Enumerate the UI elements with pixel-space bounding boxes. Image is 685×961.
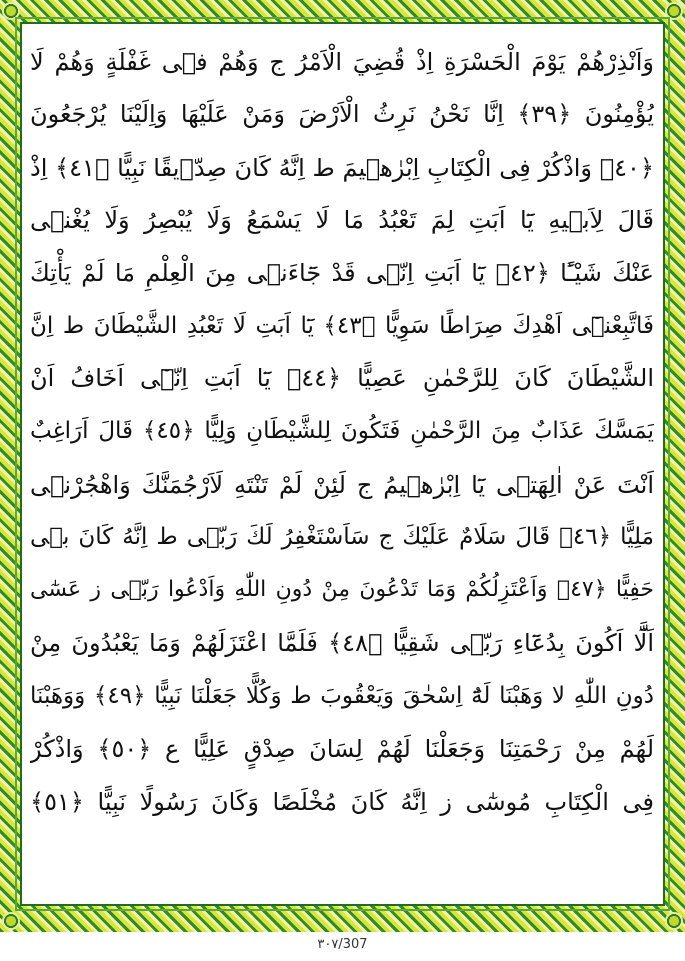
text-line: فِى الْكِتَابِ مُوسٰٓى ز اِنَّهُ كَانَ مُخْلَصًا وَكَانَ رَسُولًا نَبِيًّا ﴿٥١﴾ (30, 788, 654, 816)
text-line: الشَّيْطَانَ كَانَ لِلرَّحْمٰنِ عَصِيًّا ﴿٤٤﴾ يَٓا اَبَتِ اِنّٖٓى اَخَافُ اَنْ (30, 364, 654, 392)
text-line: يَمَسَّكَ عَذَابٌ مِنَ الرَّحْمٰنِ فَتَكُونَ لِلشَّيْطَانِ وَلِيًّا ﴿٤٥﴾ قَالَ اَرَاغِبٌ (30, 418, 654, 444)
text-line: وَاَنْذِرْهُمْ يَوْمَ الْحَسْرَةِ اِذْ قُضِيَ الْاَمْرُ ج وَهُمْ فٖى غَفْلَةٍ وَهُمْ لَا (30, 48, 654, 76)
text-line: اَنْتَ عَنْ اٰلِهَتٖى يَٓا اِبْرٰهٖيمُ ج لَئِنْ لَمْ تَنْتَهِ لَاَرْجُمَنَّكَ وَاهْجُرْنٖى (30, 471, 654, 499)
text-line: فَاتَّبِعْنٖٓى اَهْدِكَ صِرَاطًا سَوِيًّا ﴿٤٣﴾ يَٓا اَبَتِ لَا تَعْبُدِ الشَّيْطَانَ ط اِنَّ (30, 313, 654, 339)
text-line: مَلِيًّا ﴿٤٦﴾ قَالَ سَلَامٌ عَلَيْكَ ج سَاَسْتَغْفِرُ لَكَ رَبّٖى ط اِنَّهُ كَانَ بٖى (30, 524, 654, 550)
text-line: قَالَ لِاَبٖيهِ يَٓا اَبَتِ لِمَ تَعْبُدُ مَا لَا يَسْمَعُ وَلَا يُبْصِرُ وَلَا يُغْنٖى (30, 206, 654, 234)
text-line: ﴿٤٠﴾ وَاذْكُرْ فِى الْكِتَابِ اِبْرٰهٖيمَ ط اِنَّهُ كَانَ صِدّٖيقًا نَبِيًّا ﴿٤١﴾ اِذْ (30, 154, 654, 182)
text-line: اَلَّٓا اَكُونَ بِدُعَٓاءِ رَبّٖى شَقِيًّا ﴿٤٨﴾ فَلَمَّا اعْتَزَلَهُمْ وَمَا يَعْبُدُونَ مِنْ (30, 629, 654, 657)
quran-text-block (30, 30, 654, 898)
text-line: عَنْكَ شَيْـًٔا ﴿٤٢﴾ يَٓا اَبَتِ اِنّٖى قَدْ جَٓاءَنٖى مِنَ الْعِلْمِ مَا لَمْ يَأْتِكَ (30, 259, 654, 287)
corner-ornament-icon (665, 912, 683, 930)
page-number: ٣٠٧/307 (317, 937, 368, 952)
text-line: دُونِ اللّٰهِ لا وَهَبْنَا لَهُٓ اِسْحٰقَ وَيَعْقُوبَ ط وَكُلًّا جَعَلْنَا نَبِيًّا ﴿٤٩﴾ وَوَهَبْنَا (30, 683, 654, 709)
corner-ornament-icon (665, 2, 683, 20)
corner-ornament-icon (2, 2, 20, 20)
corner-ornament-icon (2, 912, 20, 930)
text-line: لَهُمْ مِنْ رَحْمَتِنَا وَجَعَلْنَا لَهُمْ لِسَانَ صِدْقٍ عَلِيًّا ع ﴿٥٠﴾ وَاذْكُرْ (30, 735, 654, 763)
text-line: يُؤْمِنُونَ ﴿٣٩﴾ اِنَّا نَحْنُ نَرِثُ الْاَرْضَ وَمَنْ عَلَيْهَا وَاِلَيْنَا يُرْجَعُونَ (30, 100, 654, 128)
text-line: حَفِيًّا ﴿٤٧﴾ وَاَعْتَزِلُكُمْ وَمَا تَدْعُونَ مِنْ دُونِ اللّٰهِ وَاَدْعُوا رَبّٖى ز عَسٰٓى (30, 577, 654, 602)
